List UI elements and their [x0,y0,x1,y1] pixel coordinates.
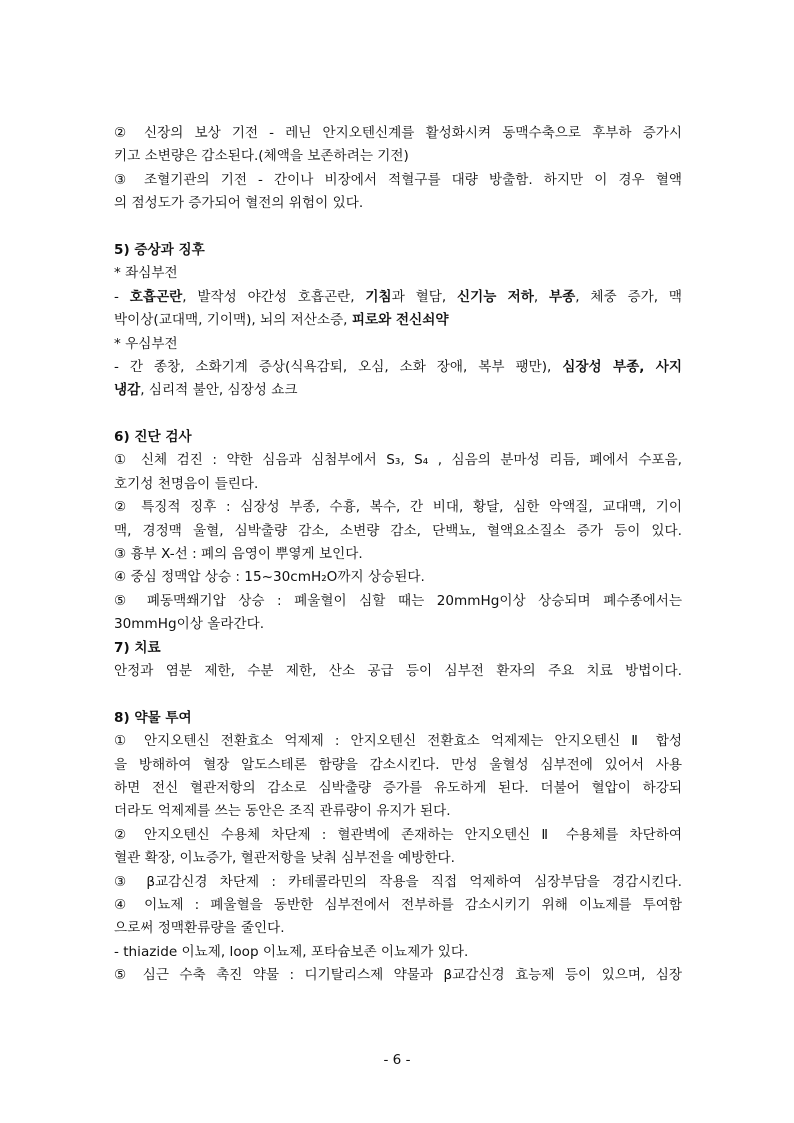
text-line [114,800,682,823]
text-line [114,894,682,917]
text-line [114,964,682,987]
text-run: 과 혈담, [391,288,458,305]
text-line [114,286,682,309]
text-line [114,309,682,332]
page-number: - 6 - [383,1052,411,1068]
bold-text: 5) 증상과 징후 [114,241,205,258]
text-line [114,824,682,847]
text-run: 박이상(교대맥, 기이맥), 뇌의 저산소증, [114,312,352,329]
paragraph-gap [114,403,682,426]
text-run: * 좌심부전 [114,265,178,282]
text-line [114,543,682,566]
text-run: * 우심부전 [114,335,178,352]
text-run: - [114,288,130,305]
text-line [114,145,682,168]
text-run: - thiazide 이뇨제, loop 이뇨제, 포타슘보존 이뇨제가 있다. [114,943,469,960]
bold-text: 신기능 저하 [457,288,534,305]
text-run: ④ 중심 정맥압 상승 : 15~30cmH₂O까지 상승된다. [114,569,425,586]
text-run: 키고 소변량은 감소된다.(체액을 보존하려는 기전) [114,148,409,165]
text-line [114,871,682,894]
bold-text: 7) 치료 [114,639,161,656]
text-run: ④ 이뇨제 : 폐울혈을 동반한 심부전에서 전부하를 감소시키기 위해 이뇨제를 투여함 [114,896,682,913]
text-run: ② 특징적 징후 : 심장성 부종, 수흉, 복수, 간 비대, 황달, 심한 악액질, 교대맥, 기이 [114,499,682,516]
text-line [114,754,682,777]
text-run: 의 점성도가 증가되어 혈전의 위험이 있다. [114,195,364,212]
text-line [114,660,682,683]
paragraph-gap [114,216,682,239]
text-run: ③ β교감신경 차단제 : 카테콜라민의 작용을 직접 억제하여 심장부담을 경감시킨다. [114,873,682,890]
text-line [114,192,682,215]
text-run: ① 안지오텐신 전환효소 억제제 : 안지오텐신 전환효소 억제제는 안지오텐신 Ⅱ 합성 [114,733,682,750]
text-line [114,239,682,262]
bold-text: 8) 약물 투여 [114,709,192,726]
text-run: 더라도 억제제를 쓰는 동안은 조직 관류량이 유지가 된다. [114,803,451,820]
text-line [114,613,682,636]
text-run: 혈관 확장, 이뇨증가, 혈관저항을 낮춰 심부전을 예방한다. [114,850,455,867]
text-run: 맥, 경정맥 울혈, 심박출량 감소, 소변량 감소, 단백뇨, 혈액요소질소 증가 등이 있다. [114,522,682,539]
text-line [114,847,682,870]
text-line [114,496,682,519]
text-line [114,169,682,192]
text-line [114,520,682,543]
text-run: , 발작성 야간성 호흡곤란, [182,288,366,305]
text-run: ① 신체 검진 : 약한 심음과 심첨부에서 S₃, S₄ , 심음의 분마성 리듬, 폐에서 수포음, [114,452,682,469]
text-run: 30mmHg이상 올라간다. [114,616,265,633]
paragraph-gap [114,683,682,706]
text-line [114,333,682,356]
text-run: ⑤ 심근 수축 촉진 약물 : 디기탈리스제 약물과 β교감신경 효능제 등이 있으며, 심장 [114,967,682,984]
text-line [114,637,682,660]
text-line [114,590,682,613]
text-line [114,356,682,379]
text-line [114,262,682,285]
text-run: 호기성 천명음이 들린다. [114,475,259,492]
text-line [114,730,682,753]
text-line [114,473,682,496]
bold-text: 6) 진단 검사 [114,429,192,446]
bold-text: 호흡곤란 [129,288,183,305]
text-run: 을 방해하여 혈장 알도스테론 함량을 감소시킨다. 만성 울혈성 심부전에 있어서 사용 [114,756,682,773]
text-run: ② 신장의 보상 기전 - 레닌 안지오텐신계를 활성화시켜 동맥수축으로 후부하 증가시 [114,125,682,141]
text-run: ② 안지오텐신 수용체 차단제 : 혈관벽에 존재하는 안지오텐신 Ⅱ 수용체를 차단하여 [114,826,682,843]
text-run: , 심리적 불안, 심장성 쇼크 [140,382,298,399]
text-line [114,941,682,964]
text-line [114,449,682,472]
text-run: , 체중 증가, 맥 [575,288,682,305]
text-run: 하면 전신 혈관저항의 감소로 심박출량 증가를 유도하게 된다. 더불어 혈압이 하강되 [114,779,682,796]
text-run: ③ 흉부 X-선 : 폐의 음영이 뿌옇게 보인다. [114,546,363,563]
text-run: 안정과 염분 제한, 수분 제한, 산소 공급 등이 심부전 환자의 주요 치료 방법이다. [114,662,682,679]
bold-text: 냉감 [114,382,141,399]
text-line [114,566,682,589]
text-line [114,379,682,402]
bold-text: 부종 [549,288,576,305]
text-run: , [533,288,550,305]
bold-text: 피로와 전신쇠약 [351,312,449,329]
text-line [114,917,682,940]
text-line [114,122,682,145]
text-run: ⑤ 폐동맥쐐기압 상승 : 폐울혈이 심할 때는 20mmHg이상 상승되며 폐수종에서는 [114,592,682,609]
text-run: ③ 조혈기관의 기전 - 간이나 비장에서 적혈구를 대량 방출함. 하지만 이 경우 혈액 [114,171,682,188]
text-line [114,707,682,730]
text-line [114,777,682,800]
text-run: 으로써 정맥환류량을 줄인다. [114,920,285,937]
bold-text: 심장성 부종, 사지 [562,358,682,375]
bold-text: 기침 [365,288,392,305]
text-run: - 간 종창, 소화기계 증상(식욕감퇴, 오심, 소화 장애, 복부 팽만), [114,358,563,375]
text-line [114,426,682,449]
document-body [114,122,682,987]
